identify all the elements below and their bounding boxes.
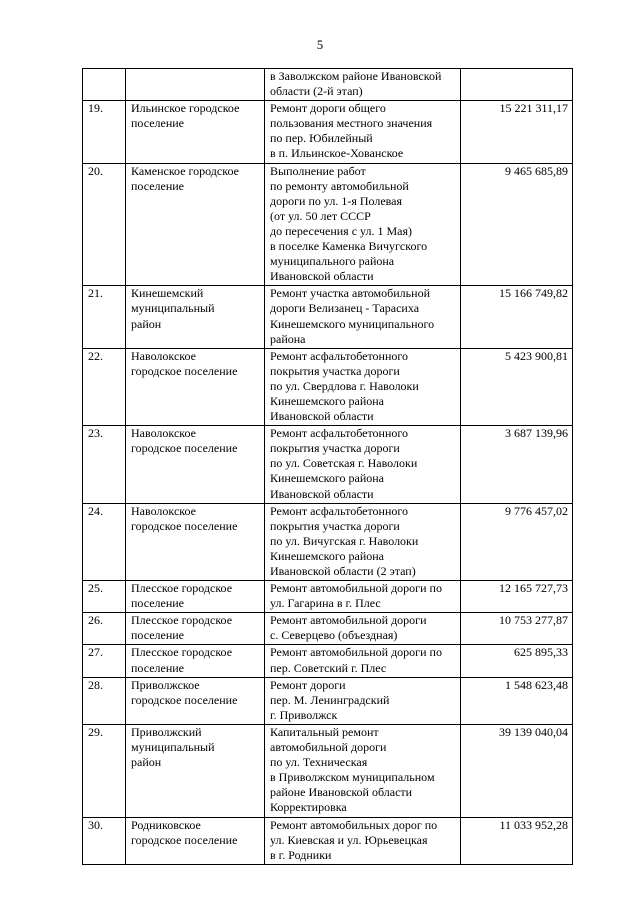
municipality-line: район (131, 755, 162, 770)
row-number: 19. (83, 101, 126, 163)
object-line: покрытия участка дороги (270, 518, 400, 533)
table-row (83, 286, 573, 348)
municipality-cell (126, 645, 265, 677)
row-number: 28. (83, 677, 126, 724)
municipality-line: городское поселение (131, 692, 238, 707)
municipality-line: Плесское городское (131, 581, 233, 596)
row-number: 24. (83, 503, 126, 580)
municipality-cell (126, 286, 265, 348)
municipality-line: Ильинское городское (131, 101, 240, 116)
object-line: Кинешемского муниципального (270, 316, 435, 331)
object-line: муниципального района (270, 254, 395, 269)
object-line: Ивановской области (270, 486, 374, 501)
municipality-line: Приволжский (131, 724, 202, 739)
object-cell (265, 817, 461, 864)
object-line: Ивановской области (2 этап) (270, 564, 416, 578)
amount-cell: 11 033 952,28 (461, 817, 573, 864)
object-line: пер. Советский г. Плес (270, 660, 387, 675)
amount-cell: 15 166 749,82 (461, 286, 573, 348)
page-number: 5 (316, 38, 324, 52)
municipality-line: муниципальный (131, 301, 215, 316)
row-number: 21. (83, 286, 126, 348)
municipality-cell (126, 581, 265, 613)
municipality-line: Каменское городское (131, 163, 239, 178)
object-cell (265, 724, 461, 817)
amount-cell: 3 687 139,96 (461, 426, 573, 503)
road-repair-table (82, 68, 573, 865)
amount-cell: 625 895,33 (461, 645, 573, 677)
object-cell (265, 613, 461, 645)
row-number: 27. (83, 645, 126, 677)
municipality-line: муниципальный (131, 740, 215, 755)
object-line: Ремонт автомобильной дороги (270, 613, 427, 628)
object-line: Выполнение работ (270, 163, 366, 178)
amount-cell: 9 776 457,02 (461, 503, 573, 580)
municipality-cell (126, 817, 265, 864)
table-row (83, 677, 573, 724)
object-line: Ремонт асфальтобетонного (270, 426, 409, 441)
table-row (83, 724, 573, 817)
object-line: пользования местного значения (270, 116, 433, 131)
object-line: автомобильной дороги (270, 740, 387, 755)
table-row (83, 613, 573, 645)
object-line: Ремонт асфальтобетонного (270, 348, 409, 363)
municipality-cell (126, 503, 265, 580)
object-line: Ремонт дороги (270, 677, 346, 692)
object-cell (265, 163, 461, 286)
municipality-cell (126, 426, 265, 503)
object-line: по ул. Техническая (270, 755, 368, 770)
table-row (83, 503, 573, 580)
object-line: области (2-й этап) (270, 84, 363, 99)
table-row (83, 581, 573, 613)
municipality-line: городское поселение (131, 363, 238, 378)
object-cell (265, 286, 461, 348)
object-line: Ивановской области (270, 409, 374, 424)
object-cell (265, 503, 461, 580)
amount-cell: 9 465 685,89 (461, 163, 573, 286)
municipality-line: Плесское городское (131, 645, 233, 660)
object-cell (265, 677, 461, 724)
object-line: Корректировка (270, 800, 347, 815)
table-row (83, 101, 573, 163)
object-line: до пересечения с ул. 1 Мая) (270, 223, 413, 238)
amount-cell: 12 165 727,73 (461, 581, 573, 613)
object-cell (265, 101, 461, 163)
municipality-line: Родниковское (131, 817, 201, 832)
table-row (83, 348, 573, 425)
object-line: по ул. Советская г. Наволоки (270, 456, 418, 471)
object-line: Кинешемского района (270, 548, 384, 563)
object-line: Ремонт автомобильной дороги по (270, 645, 442, 660)
object-line: покрытия участка дороги (270, 363, 400, 378)
object-line: в Заволжском районе Ивановской (270, 69, 442, 83)
municipality-cell (126, 101, 265, 163)
municipality-cell (126, 724, 265, 817)
municipality-line: Приволжское (131, 677, 200, 692)
object-line: по ул. Вичугская г. Наволоки (270, 533, 419, 548)
object-line: Ремонт асфальтобетонного (270, 503, 409, 518)
municipality-cell (126, 69, 265, 101)
municipality-line: поселение (131, 628, 185, 643)
table-row (83, 163, 573, 286)
object-line: Капитальный ремонт (270, 724, 379, 739)
object-line: Ремонт автомобильных дорог по (270, 817, 438, 832)
amount-cell: 10 753 277,87 (461, 613, 573, 645)
object-line: Ивановской области (270, 269, 374, 284)
object-line: г. Приволжск (270, 707, 338, 722)
amount-cell: 1 548 623,48 (461, 677, 573, 724)
municipality-cell (126, 613, 265, 645)
municipality-line: Наволокское (131, 426, 196, 441)
object-cell (265, 645, 461, 677)
object-line: района (270, 331, 306, 346)
object-cell (265, 581, 461, 613)
amount-cell: 5 423 900,81 (461, 348, 573, 425)
row-number: 25. (83, 581, 126, 613)
object-line: покрытия участка дороги (270, 441, 400, 456)
object-line: в Приволжском муниципальном (270, 770, 435, 785)
object-cell (265, 69, 461, 101)
object-line: районе Ивановской области (270, 785, 413, 800)
object-line: дороги по ул. 1-я Полевая (270, 193, 403, 208)
row-number (83, 69, 126, 101)
object-line: по пер. Юбилейный (270, 131, 373, 146)
municipality-line: Кинешемский (131, 286, 204, 301)
row-number: 20. (83, 163, 126, 286)
object-line: по ул. Свердлова г. Наволоки (270, 378, 419, 393)
amount-cell (461, 69, 573, 101)
object-line: в г. Родники (270, 847, 332, 862)
municipality-line: поселение (131, 116, 185, 131)
row-number: 30. (83, 817, 126, 864)
municipality-line: поселение (131, 660, 185, 675)
object-cell (265, 348, 461, 425)
row-number: 22. (83, 348, 126, 425)
amount-cell: 39 139 040,04 (461, 724, 573, 817)
row-number: 29. (83, 724, 126, 817)
object-line: в поселке Каменка Вичугского (270, 239, 428, 254)
municipality-cell (126, 348, 265, 425)
row-number: 26. (83, 613, 126, 645)
object-line: Кинешемского района (270, 471, 384, 486)
object-line: по ремонту автомобильной (270, 178, 409, 193)
object-line: Ремонт автомобильной дороги по (270, 581, 442, 596)
object-line: ул. Киевская и ул. Юрьевецкая (270, 832, 428, 847)
object-cell (265, 426, 461, 503)
table-body (83, 69, 573, 865)
municipality-line: район (131, 316, 162, 331)
municipality-line: городское поселение (131, 832, 238, 847)
table-row (83, 426, 573, 503)
object-line: ул. Гагарина в г. Плес (270, 596, 381, 611)
municipality-line: городское поселение (131, 441, 238, 456)
table-row (83, 645, 573, 677)
row-number: 23. (83, 426, 126, 503)
table-row (83, 817, 573, 864)
object-line: дороги Велизанец - Тарасиха (270, 301, 420, 316)
municipality-line: Наволокское (131, 503, 196, 518)
municipality-cell (126, 677, 265, 724)
municipality-cell (126, 163, 265, 286)
object-line: с. Северцево (объездная) (270, 628, 398, 643)
municipality-line: городское поселение (131, 518, 238, 533)
amount-cell: 15 221 311,17 (461, 101, 573, 163)
object-line: Кинешемского района (270, 393, 384, 408)
municipality-line: поселение (131, 596, 185, 611)
object-line: (от ул. 50 лет СССР (270, 208, 371, 223)
object-line: Ремонт участка автомобильной (270, 286, 430, 301)
object-line: в п. Ильинское-Хованское (270, 146, 404, 161)
municipality-line: Плесское городское (131, 613, 233, 628)
object-line: пер. М. Ленинградский (270, 692, 390, 707)
municipality-line: поселение (131, 178, 185, 193)
object-line: Ремонт дороги общего (270, 101, 386, 116)
table-row (83, 69, 573, 101)
municipality-line: Наволокское (131, 348, 196, 363)
